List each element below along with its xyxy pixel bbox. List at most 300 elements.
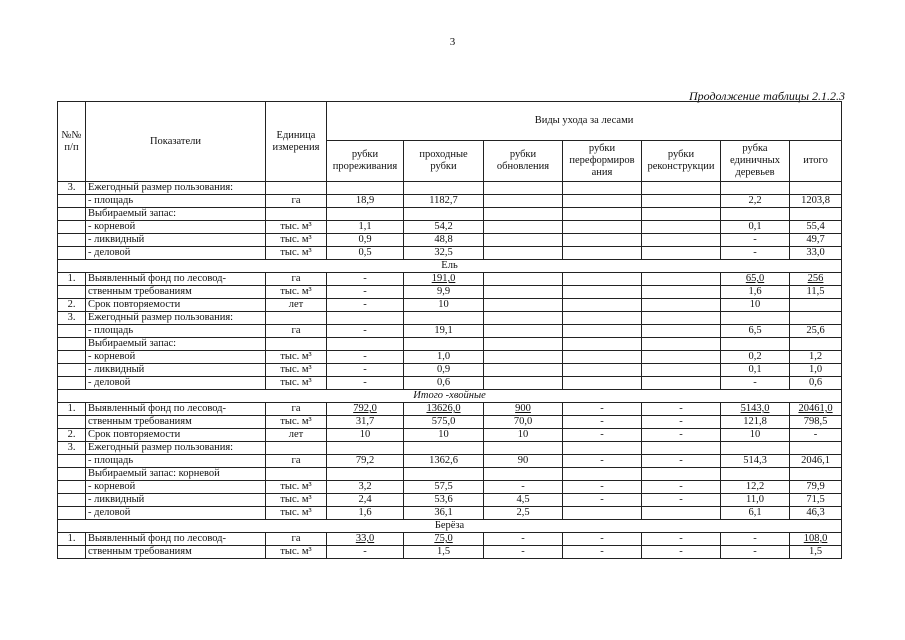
row-value <box>484 247 563 260</box>
row-value: 2,4 <box>327 494 404 507</box>
row-unit: тыс. м³ <box>266 416 327 429</box>
row-value: - <box>642 455 721 468</box>
row-value <box>563 468 642 481</box>
row-unit: тыс. м³ <box>266 286 327 299</box>
header-col-1: проходные рубки <box>404 141 484 182</box>
row-value: 5143,0 <box>721 403 790 416</box>
row-value: 0,1 <box>721 221 790 234</box>
row-unit: тыс. м³ <box>266 221 327 234</box>
row-value: - <box>642 403 721 416</box>
row-indicator: Выявленный фонд по лесовод- <box>86 273 266 286</box>
row-unit: тыс. м³ <box>266 351 327 364</box>
section-title: Берёза <box>58 520 842 533</box>
row-value: 90 <box>484 455 563 468</box>
row-number <box>58 286 86 299</box>
row-value <box>404 468 484 481</box>
row-unit <box>266 338 327 351</box>
row-value <box>327 468 404 481</box>
row-number <box>58 338 86 351</box>
row-value <box>563 208 642 221</box>
row-value <box>721 208 790 221</box>
row-value <box>563 364 642 377</box>
row-unit: га <box>266 325 327 338</box>
row-unit: га <box>266 273 327 286</box>
table-row <box>58 507 842 520</box>
row-number: 2. <box>58 429 86 442</box>
row-value <box>642 364 721 377</box>
row-value <box>721 338 790 351</box>
row-value <box>484 182 563 195</box>
row-value: 65,0 <box>721 273 790 286</box>
table-row <box>58 494 842 507</box>
row-number <box>58 494 86 507</box>
row-value: - <box>642 533 721 546</box>
row-indicator: Срок повторяемости <box>86 299 266 312</box>
header-group: Виды ухода за лесами <box>327 102 842 141</box>
row-value: 11,0 <box>721 494 790 507</box>
row-value: - <box>327 351 404 364</box>
row-value: - <box>642 481 721 494</box>
row-value <box>642 468 721 481</box>
row-number: 1. <box>58 403 86 416</box>
row-value <box>790 468 842 481</box>
row-value: 25,6 <box>790 325 842 338</box>
row-value: 191,0 <box>404 273 484 286</box>
row-value: 1,1 <box>327 221 404 234</box>
row-value <box>642 234 721 247</box>
row-value: 10 <box>404 429 484 442</box>
row-value: - <box>563 429 642 442</box>
row-number: 3. <box>58 182 86 195</box>
row-indicator: - корневой <box>86 351 266 364</box>
row-value: 70,0 <box>484 416 563 429</box>
row-unit: тыс. м³ <box>266 507 327 520</box>
row-value: 6,1 <box>721 507 790 520</box>
row-value <box>790 442 842 455</box>
row-value <box>642 286 721 299</box>
row-indicator: Выбираемый запас: <box>86 338 266 351</box>
table-row <box>58 351 842 364</box>
row-value: 0,5 <box>327 247 404 260</box>
row-value <box>327 182 404 195</box>
row-value: - <box>721 234 790 247</box>
row-value <box>721 468 790 481</box>
row-value <box>642 273 721 286</box>
row-indicator: Выявленный фонд по лесовод- <box>86 403 266 416</box>
row-value <box>484 208 563 221</box>
table-row <box>58 338 842 351</box>
row-value: 10 <box>721 299 790 312</box>
row-unit: тыс. м³ <box>266 247 327 260</box>
row-value: 575,0 <box>404 416 484 429</box>
row-value <box>563 195 642 208</box>
row-value <box>484 234 563 247</box>
row-value <box>484 312 563 325</box>
row-value <box>327 442 404 455</box>
row-value: 10 <box>484 429 563 442</box>
row-value <box>721 442 790 455</box>
row-indicator: - деловой <box>86 247 266 260</box>
section-title: Ель <box>58 260 842 273</box>
row-value: 33,0 <box>327 533 404 546</box>
row-value: - <box>327 325 404 338</box>
row-value <box>484 286 563 299</box>
table-row <box>58 182 842 195</box>
row-value: 108,0 <box>790 533 842 546</box>
row-value <box>721 312 790 325</box>
row-number: 2. <box>58 299 86 312</box>
table-row <box>58 416 842 429</box>
row-indicator: - деловой <box>86 377 266 390</box>
row-unit: лет <box>266 429 327 442</box>
row-value: - <box>563 416 642 429</box>
row-indicator: ственным требованиям <box>86 546 266 559</box>
row-value: 10 <box>721 429 790 442</box>
row-number <box>58 455 86 468</box>
row-value: 12,2 <box>721 481 790 494</box>
row-unit <box>266 468 327 481</box>
row-value: 900 <box>484 403 563 416</box>
row-value: 4,5 <box>484 494 563 507</box>
row-value <box>484 338 563 351</box>
row-value <box>642 325 721 338</box>
row-value <box>563 234 642 247</box>
row-indicator: Ежегодный размер пользования: <box>86 442 266 455</box>
row-value <box>642 299 721 312</box>
row-value: 798,5 <box>790 416 842 429</box>
row-number <box>58 351 86 364</box>
row-value: - <box>642 546 721 559</box>
row-value <box>721 182 790 195</box>
row-value <box>790 299 842 312</box>
table-row <box>58 221 842 234</box>
row-value: 10 <box>327 429 404 442</box>
row-number <box>58 195 86 208</box>
row-value: 0,1 <box>721 364 790 377</box>
row-value: 55,4 <box>790 221 842 234</box>
table-continuation-caption: Продолжение таблицы 2.1.2.3 <box>688 89 845 103</box>
row-value: - <box>642 429 721 442</box>
header-col-4: рубки реконструкции <box>642 141 721 182</box>
row-value <box>563 299 642 312</box>
row-value: 121,8 <box>721 416 790 429</box>
header-col-2: рубки обновления <box>484 141 563 182</box>
row-value: 1,5 <box>404 546 484 559</box>
header-indicators: Показатели <box>86 102 266 182</box>
row-value <box>404 442 484 455</box>
row-value <box>642 312 721 325</box>
row-indicator: - площадь <box>86 455 266 468</box>
row-unit <box>266 442 327 455</box>
row-value <box>404 182 484 195</box>
row-value <box>563 312 642 325</box>
row-value: 36,1 <box>404 507 484 520</box>
row-unit <box>266 182 327 195</box>
header-num-text: №№ п/п <box>61 129 82 153</box>
row-value: - <box>563 546 642 559</box>
row-value: - <box>327 377 404 390</box>
row-value: 1,0 <box>404 351 484 364</box>
row-number <box>58 546 86 559</box>
row-value <box>563 221 642 234</box>
row-value <box>484 221 563 234</box>
row-value: 9,9 <box>404 286 484 299</box>
row-value: - <box>484 546 563 559</box>
row-number <box>58 468 86 481</box>
row-indicator: Выбираемый запас: <box>86 208 266 221</box>
row-value: 2,5 <box>484 507 563 520</box>
row-value: 10 <box>404 299 484 312</box>
row-value: 31,7 <box>327 416 404 429</box>
row-value <box>790 208 842 221</box>
row-indicator: Выбираемый запас: корневой <box>86 468 266 481</box>
row-value: - <box>484 533 563 546</box>
table-row <box>58 364 842 377</box>
row-value: - <box>790 429 842 442</box>
row-number: 3. <box>58 312 86 325</box>
row-number <box>58 221 86 234</box>
row-value: - <box>563 403 642 416</box>
row-unit: га <box>266 403 327 416</box>
row-unit: га <box>266 533 327 546</box>
row-unit: тыс. м³ <box>266 494 327 507</box>
row-value: 1,6 <box>327 507 404 520</box>
row-value <box>642 442 721 455</box>
row-unit: тыс. м³ <box>266 481 327 494</box>
row-value <box>484 299 563 312</box>
row-number <box>58 507 86 520</box>
row-unit <box>266 208 327 221</box>
row-value: 0,9 <box>404 364 484 377</box>
row-unit: лет <box>266 299 327 312</box>
row-unit: тыс. м³ <box>266 377 327 390</box>
row-value: 54,2 <box>404 221 484 234</box>
table-row <box>58 299 842 312</box>
row-value <box>484 442 563 455</box>
row-value: 49,7 <box>790 234 842 247</box>
row-value: - <box>721 377 790 390</box>
row-indicator: ственным требованиям <box>86 416 266 429</box>
table-row <box>58 403 842 416</box>
row-value: - <box>721 247 790 260</box>
row-value: 20461,0 <box>790 403 842 416</box>
table-row <box>58 247 842 260</box>
row-value <box>484 364 563 377</box>
row-number: 3. <box>58 442 86 455</box>
row-value: - <box>721 533 790 546</box>
row-value: 13626,0 <box>404 403 484 416</box>
row-value <box>563 351 642 364</box>
row-value <box>642 338 721 351</box>
row-value: 3,2 <box>327 481 404 494</box>
row-number <box>58 247 86 260</box>
table-row <box>58 377 842 390</box>
row-number <box>58 416 86 429</box>
row-value: 57,5 <box>404 481 484 494</box>
row-value: 1203,8 <box>790 195 842 208</box>
page-number: 3 <box>449 36 456 48</box>
table-row <box>58 455 842 468</box>
section-title: Итого -хвойные <box>58 390 842 403</box>
row-unit: га <box>266 455 327 468</box>
row-value <box>484 351 563 364</box>
header-num <box>58 102 86 182</box>
row-indicator: - деловой <box>86 507 266 520</box>
row-indicator: - корневой <box>86 221 266 234</box>
row-value <box>642 247 721 260</box>
row-value: 75,0 <box>404 533 484 546</box>
row-value <box>563 247 642 260</box>
row-value <box>563 377 642 390</box>
row-value: 1,0 <box>790 364 842 377</box>
header-col-5: рубка единичных деревьев <box>721 141 790 182</box>
row-value: 0,6 <box>404 377 484 390</box>
row-number: 1. <box>58 533 86 546</box>
row-indicator: Ежегодный размер пользования: <box>86 182 266 195</box>
row-value: - <box>327 546 404 559</box>
row-value: 11,5 <box>790 286 842 299</box>
row-number <box>58 481 86 494</box>
row-value <box>642 208 721 221</box>
row-value: - <box>327 286 404 299</box>
table-row <box>58 312 842 325</box>
row-value: 48,8 <box>404 234 484 247</box>
row-value <box>484 273 563 286</box>
row-value: 1,5 <box>790 546 842 559</box>
header-unit-text: Единица измерения <box>272 129 320 153</box>
table-row <box>58 533 842 546</box>
row-value: - <box>327 299 404 312</box>
table-row <box>58 325 842 338</box>
row-number <box>58 377 86 390</box>
row-value <box>563 507 642 520</box>
row-indicator: - площадь <box>86 195 266 208</box>
row-value <box>484 468 563 481</box>
row-value: - <box>642 494 721 507</box>
row-unit: га <box>266 195 327 208</box>
row-value <box>642 221 721 234</box>
row-value <box>484 195 563 208</box>
row-value: 71,5 <box>790 494 842 507</box>
row-value: 514,3 <box>721 455 790 468</box>
row-number <box>58 208 86 221</box>
table-row <box>58 286 842 299</box>
row-value: 1182,7 <box>404 195 484 208</box>
row-value: 46,3 <box>790 507 842 520</box>
row-value: 79,9 <box>790 481 842 494</box>
table-body <box>58 182 842 559</box>
row-value: 0,9 <box>327 234 404 247</box>
table-row <box>58 429 842 442</box>
row-value: - <box>721 546 790 559</box>
table-row <box>58 208 842 221</box>
table-row <box>58 234 842 247</box>
forest-care-table <box>57 101 842 559</box>
row-value: - <box>327 364 404 377</box>
row-value: - <box>563 533 642 546</box>
row-indicator: - корневой <box>86 481 266 494</box>
row-value: 79,2 <box>327 455 404 468</box>
row-value <box>790 338 842 351</box>
row-value: - <box>563 455 642 468</box>
row-indicator: ственным требованиям <box>86 286 266 299</box>
row-value <box>327 208 404 221</box>
row-indicator: - площадь <box>86 325 266 338</box>
row-value <box>484 377 563 390</box>
row-value <box>642 195 721 208</box>
row-value <box>327 312 404 325</box>
row-value <box>484 325 563 338</box>
row-value <box>404 312 484 325</box>
row-unit: тыс. м³ <box>266 546 327 559</box>
row-unit: тыс. м³ <box>266 234 327 247</box>
row-value <box>642 507 721 520</box>
row-value <box>790 182 842 195</box>
row-value <box>642 182 721 195</box>
row-value <box>790 312 842 325</box>
row-value: 1,2 <box>790 351 842 364</box>
row-number <box>58 325 86 338</box>
row-indicator: - ликвидный <box>86 364 266 377</box>
row-indicator: Ежегодный размер пользования: <box>86 312 266 325</box>
row-value: 33,0 <box>790 247 842 260</box>
header-col-6: итого <box>790 141 842 182</box>
row-value: 792,0 <box>327 403 404 416</box>
row-number: 1. <box>58 273 86 286</box>
section-row <box>58 390 842 403</box>
row-indicator: - ликвидный <box>86 234 266 247</box>
row-number <box>58 234 86 247</box>
row-value <box>563 273 642 286</box>
row-indicator: - ликвидный <box>86 494 266 507</box>
header-col-3: рубки переформиров ания <box>563 141 642 182</box>
section-row <box>58 260 842 273</box>
row-value: 1362,6 <box>404 455 484 468</box>
row-value <box>642 351 721 364</box>
row-value <box>642 377 721 390</box>
row-value: 6,5 <box>721 325 790 338</box>
row-value: 32,5 <box>404 247 484 260</box>
row-value: 1,6 <box>721 286 790 299</box>
row-value <box>563 338 642 351</box>
row-value: 19,1 <box>404 325 484 338</box>
row-value: - <box>563 494 642 507</box>
row-value: 2,2 <box>721 195 790 208</box>
row-value <box>327 338 404 351</box>
section-row <box>58 520 842 533</box>
row-value: 18,9 <box>327 195 404 208</box>
table-row <box>58 481 842 494</box>
row-value <box>563 442 642 455</box>
table-row <box>58 273 842 286</box>
row-value: - <box>484 481 563 494</box>
header-col-0: рубки прореживания <box>327 141 404 182</box>
row-value: - <box>327 273 404 286</box>
row-value <box>563 286 642 299</box>
row-value <box>563 182 642 195</box>
row-indicator: Выявленный фонд по лесовод- <box>86 533 266 546</box>
header-unit <box>266 102 327 182</box>
row-unit: тыс. м³ <box>266 364 327 377</box>
row-number <box>58 364 86 377</box>
row-indicator: Срок повторяемости <box>86 429 266 442</box>
row-value: 256 <box>790 273 842 286</box>
row-value <box>563 325 642 338</box>
row-value: 0,2 <box>721 351 790 364</box>
table-row <box>58 195 842 208</box>
table-row <box>58 442 842 455</box>
table-row <box>58 546 842 559</box>
